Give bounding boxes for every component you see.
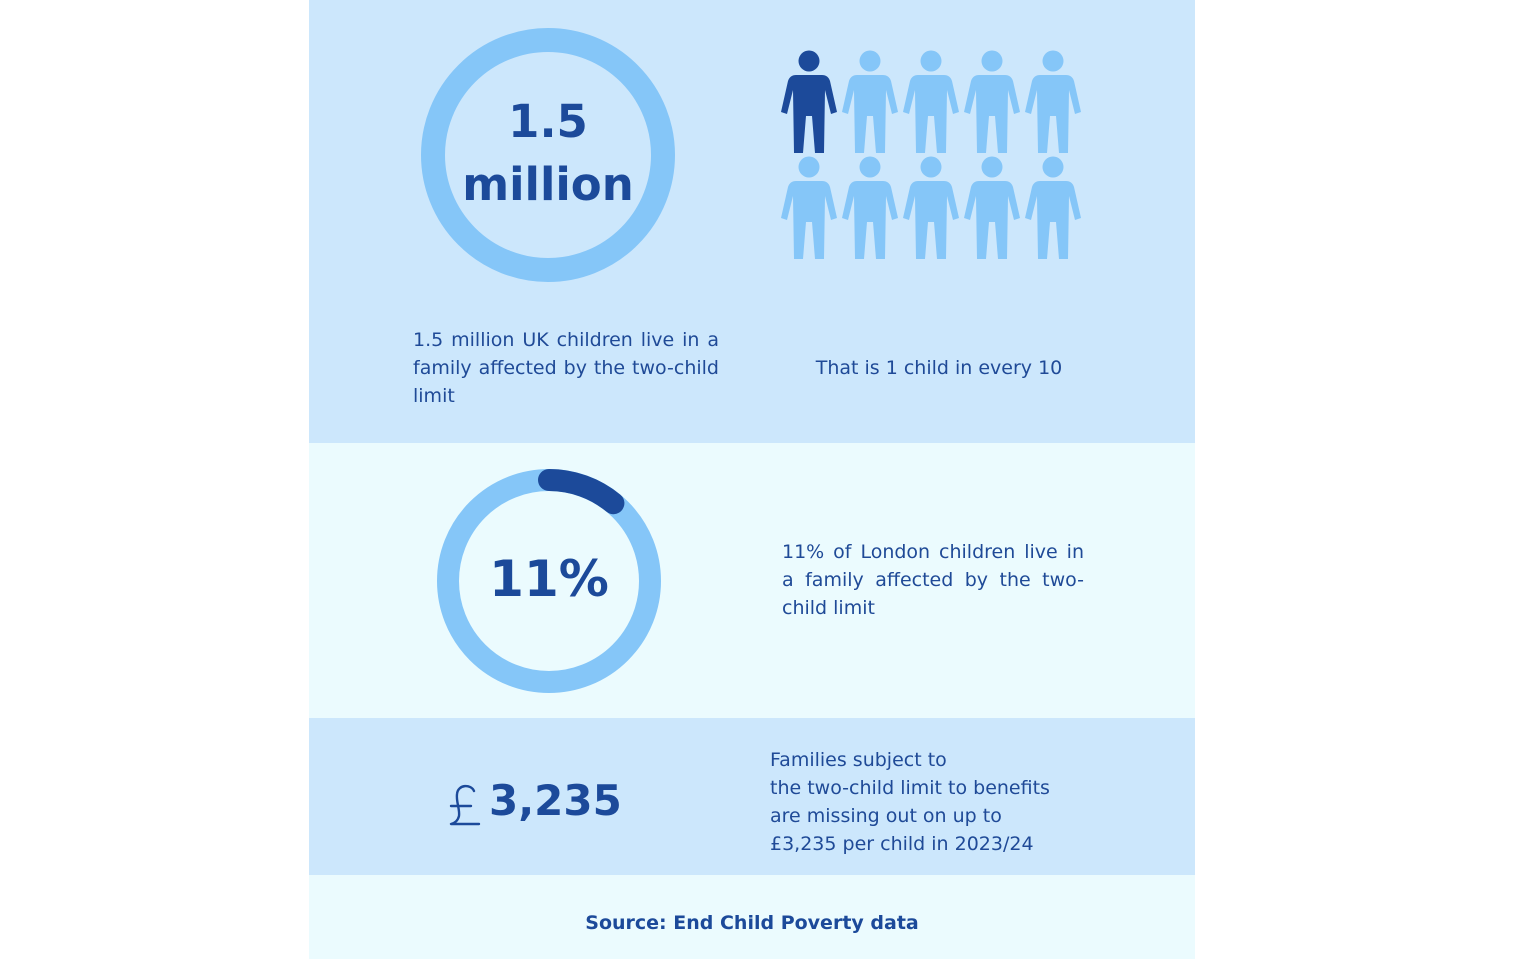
people-icon-grid: [781, 50, 1085, 264]
amount-value: 3,235: [489, 776, 622, 825]
caption-line: £3,235 per child in 2023/24: [770, 833, 1034, 855]
child-icon: [964, 51, 1020, 154]
source-note: Source: End Child Poverty data: [585, 912, 919, 934]
caption-line: the two-child limit to benefits: [770, 777, 1050, 799]
london-section: [309, 443, 1195, 718]
stat-ring-value: [421, 90, 675, 216]
progress-ring-value: 11%: [489, 550, 609, 608]
london-caption: 11% of London children live in a family affected by the two-child limit: [782, 541, 1084, 619]
child-icon: [903, 51, 959, 154]
child-icon: [781, 157, 837, 260]
caption-line: Families subject to: [770, 749, 947, 771]
source-section: [309, 875, 1195, 959]
one-in-ten-caption: That is 1 child in every 10: [815, 357, 1063, 379]
benefits-caption: [770, 746, 1100, 858]
uk-children-caption: 1.5 million UK children live in a family affected by the two-child limit: [413, 329, 719, 407]
stat-number: 1.5: [508, 95, 588, 148]
child-icon: [1025, 157, 1081, 260]
benefits-section: [309, 718, 1195, 875]
highlighted-child-icon: [781, 51, 837, 154]
infographic: [309, 0, 1195, 959]
children-affected-section: [309, 0, 1195, 443]
child-icon: [842, 51, 898, 154]
child-icon: [842, 157, 898, 260]
child-icon: [1025, 51, 1081, 154]
child-icon: [964, 157, 1020, 260]
child-icon: [903, 157, 959, 260]
caption-line: are missing out on up to: [770, 805, 1002, 827]
pound-sign-icon: [447, 782, 483, 828]
stat-unit: million: [462, 158, 634, 211]
